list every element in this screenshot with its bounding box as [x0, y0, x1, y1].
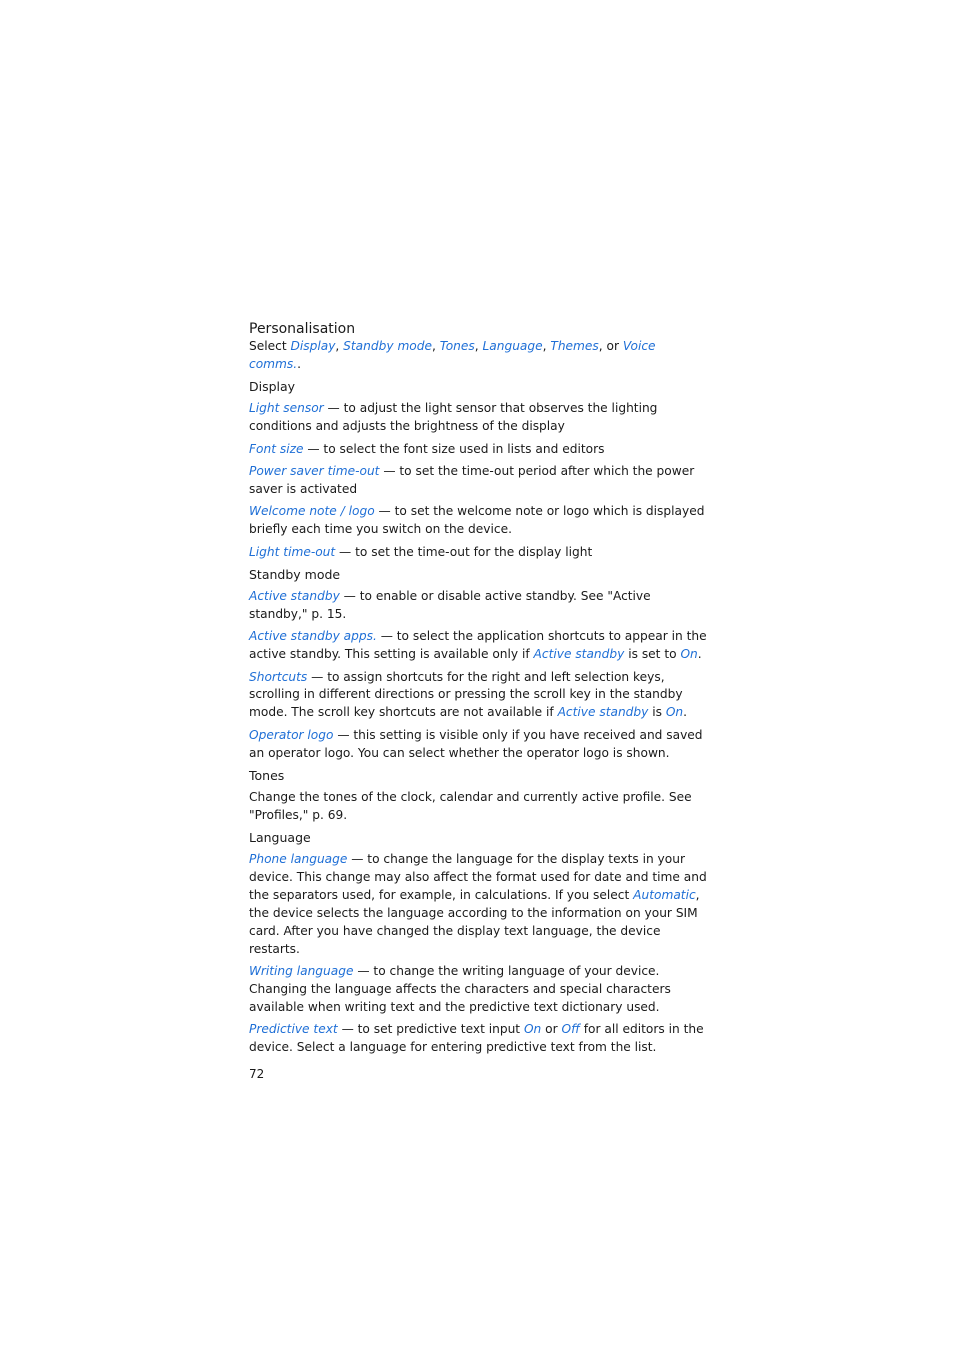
term-predictive-text: Predictive text: [249, 1022, 338, 1037]
item-description: is set to: [624, 647, 681, 662]
standby-item: [249, 588, 709, 624]
tones-paragraph: Change the tones of the clock, calendar and currently active profile. See "Profiles," p. 69.: [249, 789, 692, 822]
item-description: — to set the time-out period after which the power saver is activated: [249, 463, 695, 496]
item-description: — to assign shortcuts for the right and left selection keys, scrolling in different directions or pressing the scroll key in the standby mode. The scroll key shortcuts are not available if: [249, 669, 683, 720]
term-on: On: [665, 705, 684, 720]
item-description: — to select the font size used in lists and editors: [303, 441, 605, 456]
display-item: [249, 463, 709, 499]
option-display: Display: [290, 339, 336, 353]
item-description: — to change the language for the display texts in your device. This change may also affect the format used for date and time and the separators used, for example, in calculations. If you select: [249, 852, 707, 902]
intro-separator: ,: [432, 339, 440, 353]
intro-separator: ,: [474, 339, 483, 353]
display-item: [249, 400, 709, 436]
term-welcome-note: Welcome note / logo: [249, 504, 375, 519]
term-power-saver: Power saver time-out: [249, 463, 380, 478]
item-description: for all editors in the device. Select a language for entering predictive text from the list.: [249, 1022, 704, 1055]
term-on: On: [680, 647, 698, 662]
display-item: [249, 544, 709, 562]
term-active-standby: Active standby: [249, 588, 340, 603]
standby-heading: Standby mode: [249, 566, 341, 582]
item-description: — to enable or disable active standby. See "Active standby," p. 15.: [249, 588, 651, 621]
intro-select-text: Select: [249, 339, 291, 353]
standby-item: [249, 669, 709, 723]
term-shortcuts: Shortcuts: [249, 669, 308, 684]
term-active-standby-apps: Active standby apps.: [249, 629, 377, 644]
language-item: [249, 1021, 709, 1057]
tones-heading: Tones: [249, 768, 285, 784]
term-active-standby-ref: Active standby: [533, 647, 625, 662]
term-font-size: Font size: [249, 441, 304, 456]
option-standby-mode: Standby mode: [343, 339, 433, 353]
term-off: Off: [561, 1022, 580, 1037]
item-description: — to set the time-out for the display light: [335, 544, 593, 559]
display-item: [249, 441, 709, 459]
intro-separator: ,: [335, 339, 344, 353]
intro-paragraph: [249, 338, 709, 374]
term-light-sensor: Light sensor: [249, 401, 324, 416]
item-description: — to adjust the light sensor that observes the lighting conditions and adjusts the brightness of the display: [249, 401, 658, 434]
standby-item: [249, 628, 709, 664]
term-active-standby-ref: Active standby: [557, 705, 649, 720]
display-item: [249, 503, 709, 539]
item-description: is: [648, 705, 666, 720]
option-voice-comms: Voice comms.: [249, 339, 656, 371]
intro-end: .: [297, 356, 302, 371]
option-language: Language: [482, 339, 543, 353]
option-tones: Tones: [439, 339, 475, 353]
language-item: [249, 963, 709, 1017]
item-description: — to select the application shortcuts to appear in the active standby. This setting is available only if: [249, 629, 707, 662]
item-description: — to change the writing language of your device. Changing the language affects the characters and special characters available when writing text and the predictive text dictionary used.: [249, 964, 671, 1014]
item-description: — to set the welcome note or logo which is displayed briefly each time you switch on the device.: [249, 504, 705, 537]
intro-or: , or: [598, 339, 623, 353]
option-themes: Themes: [550, 339, 599, 353]
term-light-timeout: Light time-out: [249, 544, 336, 559]
language-item: [249, 851, 709, 958]
term-automatic: Automatic: [633, 887, 696, 902]
item-description: .: [697, 647, 702, 662]
page-content: [249, 320, 709, 1084]
language-heading: Language: [249, 830, 311, 846]
term-on: On: [523, 1022, 542, 1037]
term-writing-language: Writing language: [249, 964, 354, 979]
item-description: or: [541, 1022, 562, 1037]
item-description: — this setting is visible only if you have received and saved an operator logo. You can select whether the operator logo is shown.: [249, 727, 703, 760]
term-phone-language: Phone language: [249, 852, 348, 867]
item-description: — to set predictive text input: [337, 1022, 524, 1037]
page-number: 72: [249, 1067, 265, 1082]
item-description: , the device selects the language according to the information on your SIM card. After you have changed the display text language, the device restarts.: [249, 887, 700, 956]
item-description: .: [683, 705, 688, 720]
standby-item: [249, 727, 709, 763]
intro-separator: ,: [542, 339, 551, 353]
term-operator-logo: Operator logo: [249, 727, 334, 742]
display-heading: Display: [249, 379, 296, 395]
section-title: Personalisation: [249, 321, 356, 337]
